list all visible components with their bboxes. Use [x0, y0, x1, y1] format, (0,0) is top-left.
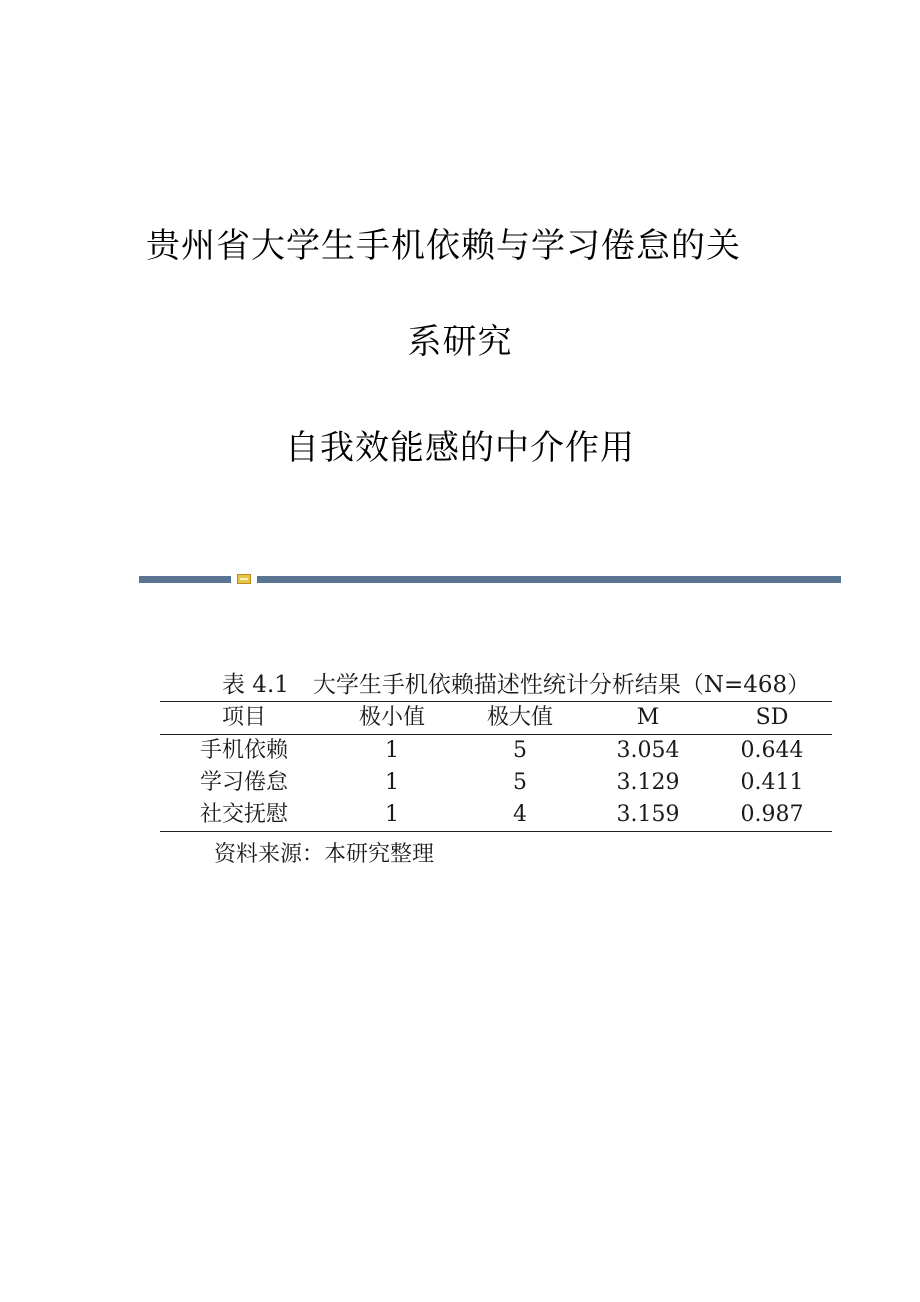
divider-bar-left	[139, 576, 231, 583]
cell-mean: 3.054	[616, 738, 680, 763]
divider-marker-icon	[237, 574, 251, 584]
table-source-note: 资料来源：本研究整理	[214, 842, 435, 867]
header-max: 极大值	[486, 705, 553, 730]
header-mean: M	[636, 705, 660, 730]
divider-bar-right	[257, 576, 841, 583]
title-text-1: 贵州省大学生手机依赖与学习倦怠的关	[146, 226, 741, 266]
table-caption-number: 表 4.1	[222, 672, 289, 698]
descriptive-statistics-table	[160, 701, 832, 832]
cell-min: 1	[385, 770, 399, 795]
cell-max: 5	[513, 738, 527, 763]
cell-mean: 3.129	[616, 770, 680, 795]
cell-sd: 0.644	[740, 738, 804, 763]
cell-max: 5	[513, 770, 527, 795]
table-caption	[222, 666, 810, 699]
cell-item: 社交抚慰	[199, 802, 288, 827]
document-title-line-2: 系研究	[407, 322, 513, 362]
table-caption-text: 大学生手机依赖描述性统计分析结果（N=468）	[312, 672, 811, 698]
cell-mean: 3.159	[616, 802, 680, 827]
cell-min: 1	[385, 802, 399, 827]
cell-min: 1	[385, 738, 399, 763]
document-title-line-1	[0, 218, 920, 267]
cell-item: 手机依赖	[199, 738, 288, 763]
header-sd: SD	[755, 705, 789, 730]
cell-sd: 0.411	[740, 770, 804, 795]
table-row	[160, 799, 832, 832]
header-min: 极小值	[358, 705, 425, 730]
table-header-row	[160, 702, 832, 735]
cell-sd: 0.987	[740, 802, 804, 827]
table-row	[160, 735, 832, 768]
header-item: 项目	[221, 705, 266, 730]
section-divider	[139, 574, 841, 584]
table-row	[160, 767, 832, 799]
cell-max: 4	[513, 802, 527, 827]
cell-item: 学习倦怠	[199, 770, 288, 795]
document-subtitle: 自我效能感的中介作用	[285, 428, 635, 468]
